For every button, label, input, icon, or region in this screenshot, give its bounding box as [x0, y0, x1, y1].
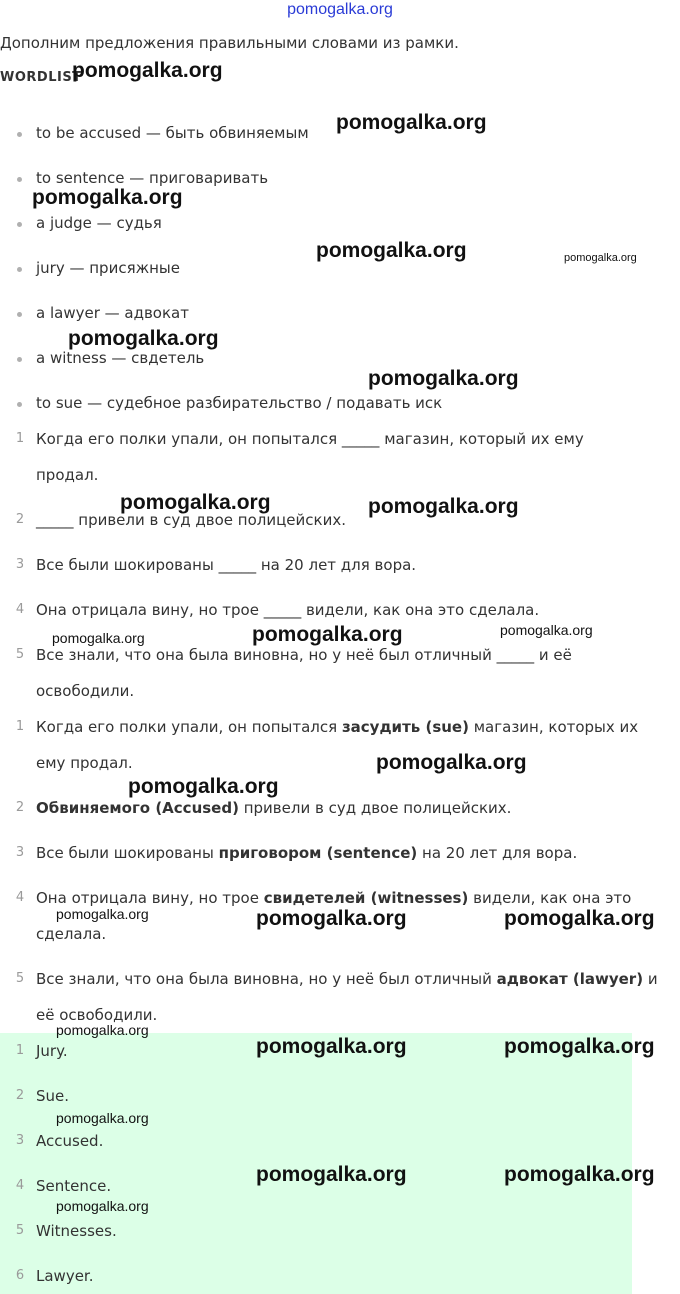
exercise-text: Когда его полки упали, он попытался _____ магазин, который их ему: [36, 430, 584, 448]
solution-text-cont: её освободили.: [36, 1006, 158, 1024]
watermark: pomogalka.org: [32, 186, 183, 209]
answer-word: приговором (sentence): [218, 844, 418, 862]
bullet-icon: [17, 132, 22, 137]
wordlist-heading: WORDLIST: [0, 70, 82, 85]
bullet-icon: [17, 357, 22, 362]
item-number: 3: [15, 557, 25, 572]
wordlist-item: to sentence — приговаривать: [36, 169, 269, 187]
answer-text: Witnesses.: [36, 1222, 117, 1240]
watermark: pomogalka.org: [56, 1198, 149, 1214]
watermark: pomogalka.org: [252, 623, 403, 646]
watermark: pomogalka.org: [504, 1035, 655, 1058]
item-number: 6: [15, 1268, 25, 1283]
solution-text-cont: ему продал.: [36, 754, 133, 772]
wordlist-item: a lawyer — адвокат: [36, 304, 189, 322]
watermark: pomogalka.org: [72, 59, 223, 82]
watermark: pomogalka.org: [316, 239, 467, 262]
site-link[interactable]: pomogalka.org: [287, 1, 393, 18]
item-number: 4: [15, 602, 25, 617]
watermark: pomogalka.org: [504, 907, 655, 930]
watermark: pomogalka.org: [336, 111, 487, 134]
answer-word: адвокат (lawyer): [496, 970, 644, 988]
watermark: pomogalka.org: [500, 622, 593, 638]
watermark: pomogalka.org: [564, 252, 637, 264]
watermark: pomogalka.org: [128, 775, 279, 798]
solution-text: Она отрицала вину, но трое свидетелей (witnesses) видели, как она это: [36, 889, 632, 907]
bullet-icon: [17, 312, 22, 317]
exercise-text: Все были шокированы _____ на 20 лет для вора.: [36, 556, 417, 574]
wordlist-item: to sue — судебное разбирательство / подавать иск: [36, 394, 443, 412]
answer-text: Jury.: [36, 1042, 68, 1060]
item-number: 4: [15, 1178, 25, 1193]
item-number: 3: [15, 1133, 25, 1148]
wordlist-item: to be accused — быть обвиняемым: [36, 124, 309, 142]
item-number: 4: [15, 890, 25, 905]
watermark: pomogalka.org: [256, 1035, 407, 1058]
item-number: 1: [15, 719, 25, 734]
item-number: 5: [15, 971, 25, 986]
wordlist-item: jury — присяжные: [36, 259, 180, 277]
watermark: pomogalka.org: [52, 630, 145, 646]
watermark: pomogalka.org: [120, 491, 271, 514]
watermark: pomogalka.org: [368, 367, 519, 390]
watermark: pomogalka.org: [256, 1163, 407, 1186]
item-number: 5: [15, 1223, 25, 1238]
item-number: 2: [15, 800, 25, 815]
watermark: pomogalka.org: [256, 907, 407, 930]
answer-text: Sentence.: [36, 1177, 112, 1195]
watermark: pomogalka.org: [56, 1022, 149, 1038]
bullet-icon: [17, 402, 22, 407]
instruction-text: Дополним предложения правильными словами из рамки.: [0, 34, 459, 52]
bullet-icon: [17, 177, 22, 182]
solution-text: Обвиняемого (Accused) привели в суд двое полицейских.: [36, 799, 512, 817]
answer-word: свидетелей (witnesses): [263, 889, 469, 907]
answer-word: засудить (sue): [341, 718, 469, 736]
item-number: 1: [15, 1043, 25, 1058]
watermark: pomogalka.org: [504, 1163, 655, 1186]
item-number: 3: [15, 845, 25, 860]
item-number: 2: [15, 1088, 25, 1103]
answer-word: Обвиняемого (Accused): [36, 799, 239, 817]
solution-text: Когда его полки упали, он попытался засудить (sue) магазин, которых их: [36, 718, 639, 736]
exercise-text: Она отрицала вину, но трое _____ видели, как она это сделала.: [36, 601, 540, 619]
exercise-text-cont: освободили.: [36, 682, 135, 700]
answer-text: Accused.: [36, 1132, 104, 1150]
exercise-text: _____ привели в суд двое полицейских.: [36, 511, 346, 529]
solution-text: Все знали, что она была виновна, но у неё был отличный адвокат (lawyer) и: [36, 970, 658, 988]
bullet-icon: [17, 267, 22, 272]
watermark: pomogalka.org: [68, 327, 219, 350]
item-number: 1: [15, 431, 25, 446]
exercise-text: Все знали, что она была виновна, но у неё был отличный _____ и её: [36, 646, 572, 664]
watermark: pomogalka.org: [368, 495, 519, 518]
watermark: pomogalka.org: [56, 906, 149, 922]
item-number: 5: [15, 647, 25, 662]
answer-text: Lawyer.: [36, 1267, 94, 1285]
wordlist-item: a witness — свдетель: [36, 349, 205, 367]
watermark: pomogalka.org: [56, 1110, 149, 1126]
item-number: 2: [15, 512, 25, 527]
bullet-icon: [17, 222, 22, 227]
watermark: pomogalka.org: [376, 751, 527, 774]
solution-text-cont: сделала.: [36, 925, 107, 943]
wordlist-item: a judge — судья: [36, 214, 162, 232]
answer-text: Sue.: [36, 1087, 70, 1105]
solution-text: Все были шокированы приговором (sentence) на 20 лет для вора.: [36, 844, 578, 862]
exercise-text-cont: продал.: [36, 466, 99, 484]
